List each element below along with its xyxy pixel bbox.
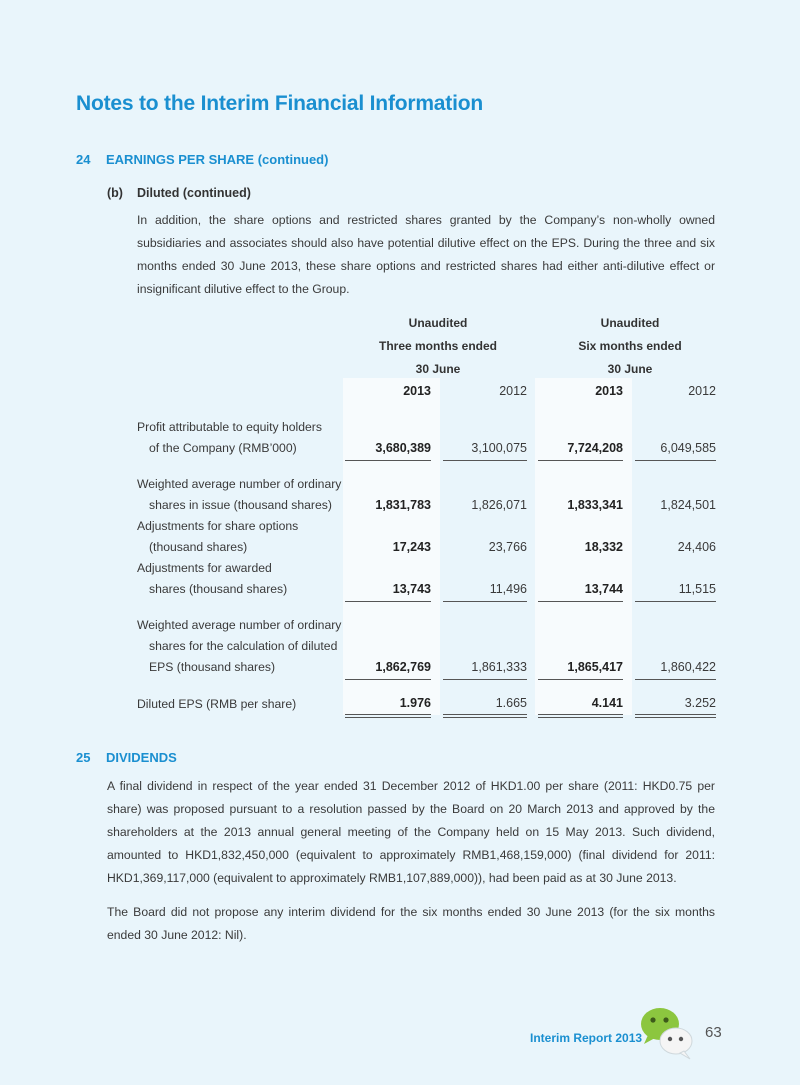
table-cell: 3,100,075 bbox=[471, 441, 527, 455]
row-label-line: shares in issue (thousand shares) bbox=[149, 498, 332, 512]
underline bbox=[635, 679, 716, 680]
underline bbox=[443, 601, 527, 602]
section-24-heading bbox=[76, 152, 328, 167]
row-label-line: (thousand shares) bbox=[149, 540, 248, 554]
page-number: 63 bbox=[705, 1024, 722, 1041]
row-label-share-options bbox=[137, 516, 298, 558]
row-label-line: Profit attributable to equity holders bbox=[137, 420, 322, 434]
underline bbox=[538, 679, 623, 680]
column-group-three-months bbox=[343, 312, 533, 381]
underline bbox=[538, 601, 623, 602]
subsection-label: (b) bbox=[107, 186, 123, 200]
row-label-line: EPS (thousand shares) bbox=[149, 660, 276, 674]
report-name: Interim Report 2013 bbox=[530, 1031, 643, 1045]
table-cell: 7,724,208 bbox=[567, 441, 623, 455]
group-label-line1: Unaudited bbox=[600, 316, 660, 330]
row-label-line: Weighted average number of ordinary bbox=[137, 477, 342, 491]
double-underline bbox=[443, 714, 527, 718]
row-label-line: of the Company (RMB’000) bbox=[149, 441, 297, 455]
group-label-line2: Six months ended bbox=[578, 339, 682, 353]
table-cell: 1,862,769 bbox=[375, 660, 431, 674]
table-cell: 17,243 bbox=[392, 540, 431, 554]
table-cell: 1,824,501 bbox=[660, 498, 716, 512]
table-cell: 11,496 bbox=[489, 582, 527, 596]
table-cell: 11,515 bbox=[678, 582, 716, 596]
table-cell: 1.976 bbox=[399, 696, 431, 710]
table-cell: 1,833,341 bbox=[567, 498, 623, 512]
underline bbox=[345, 460, 431, 461]
table-cell: 6,049,585 bbox=[660, 441, 716, 455]
table-cell: 3.252 bbox=[684, 696, 716, 710]
row-label-diluted-eps bbox=[137, 694, 296, 715]
wechat-logo-icon bbox=[638, 1004, 698, 1062]
page-title: Notes to the Interim Financial Information bbox=[76, 92, 483, 115]
underline bbox=[538, 460, 623, 461]
underline bbox=[345, 679, 431, 680]
year-header: 2012 bbox=[499, 384, 527, 398]
table-cell: 13,744 bbox=[584, 582, 623, 596]
row-label-weighted-shares bbox=[137, 474, 341, 516]
table-cell: 1,865,417 bbox=[567, 660, 623, 674]
table-cell: 13,743 bbox=[392, 582, 431, 596]
table-cell: 4.141 bbox=[591, 696, 623, 710]
group-label-line3: 30 June bbox=[607, 362, 653, 376]
subsection-title: Diluted (continued) bbox=[137, 186, 251, 200]
row-label-line: Adjustments for awarded bbox=[137, 561, 272, 575]
group-label-line1: Unaudited bbox=[408, 316, 468, 330]
subsection-heading bbox=[107, 186, 251, 200]
section-number: 25 bbox=[76, 750, 91, 765]
table-cell: 1,861,333 bbox=[471, 660, 527, 674]
underline bbox=[443, 679, 527, 680]
table-cell: 3,680,389 bbox=[375, 441, 431, 455]
section-25-heading bbox=[76, 750, 177, 765]
table-cell: 1,831,783 bbox=[375, 498, 431, 512]
table-cell: 18,332 bbox=[584, 540, 623, 554]
table-cell: 1,860,422 bbox=[660, 660, 716, 674]
section-number: 24 bbox=[76, 152, 91, 167]
underline bbox=[443, 460, 527, 461]
double-underline bbox=[345, 714, 431, 718]
row-label-diluted-shares bbox=[137, 615, 341, 678]
table-cell: 1,826,071 bbox=[471, 498, 527, 512]
year-header: 2013 bbox=[595, 384, 623, 398]
section-title: DIVIDENDS bbox=[106, 750, 177, 765]
table-cell: 1.665 bbox=[495, 696, 527, 710]
table-cell: 23,766 bbox=[488, 540, 527, 554]
group-label-line2: Three months ended bbox=[378, 339, 497, 353]
row-label-line: Adjustments for share options bbox=[137, 519, 299, 533]
double-underline bbox=[635, 714, 716, 718]
underline bbox=[345, 601, 431, 602]
underline bbox=[635, 601, 716, 602]
section-title: EARNINGS PER SHARE (continued) bbox=[106, 152, 329, 167]
double-underline bbox=[538, 714, 623, 718]
table-cell: 24,406 bbox=[677, 540, 716, 554]
diluted-paragraph: In addition, the share options and restricted shares granted by the Company’s non-wholly owned subsidiaries and associates should also have potential dilutive effect on the EPS. During the three and six months ended 30 June 2013, these share options and restricted shares had either anti-dilutive effect or insignificant dilutive effect to the Group. bbox=[137, 213, 715, 296]
row-label-line: shares (thousand shares) bbox=[149, 582, 288, 596]
row-label-line: shares for the calculation of diluted bbox=[149, 639, 338, 653]
dividend-paragraph-2: The Board did not propose any interim dividend for the six months ended 30 June 2013 (for the six months ended 30 June 2012: Nil). bbox=[107, 905, 715, 942]
row-label-line: Diluted EPS (RMB per share) bbox=[137, 697, 297, 711]
year-header: 2012 bbox=[688, 384, 716, 398]
dividend-paragraph-1: A final dividend in respect of the year ended 31 December 2012 of HKD1.00 per share (2011: HKD0.75 per share) was proposed pursuant to a resolution passed by the Board on 20 March 2013 and approved by the shareholders at the 2013 annual general meeting of the Company held on 15 May 2013. Such dividend, amounted to HKD1,832,450,000 (equivalent to approximately RMB1,468,159,000) (final dividend for 2011: HKD1,369,117,000 (equivalent to approximately RMB1,107,889,000)), had been paid as at 30 June 2013. bbox=[107, 779, 715, 885]
row-label-profit bbox=[137, 417, 322, 459]
underline bbox=[635, 460, 716, 461]
column-group-six-months bbox=[535, 312, 725, 381]
row-label-line: Weighted average number of ordinary bbox=[137, 618, 342, 632]
row-label-awarded-shares bbox=[137, 558, 287, 600]
group-label-line3: 30 June bbox=[415, 362, 461, 376]
year-header: 2013 bbox=[403, 384, 431, 398]
